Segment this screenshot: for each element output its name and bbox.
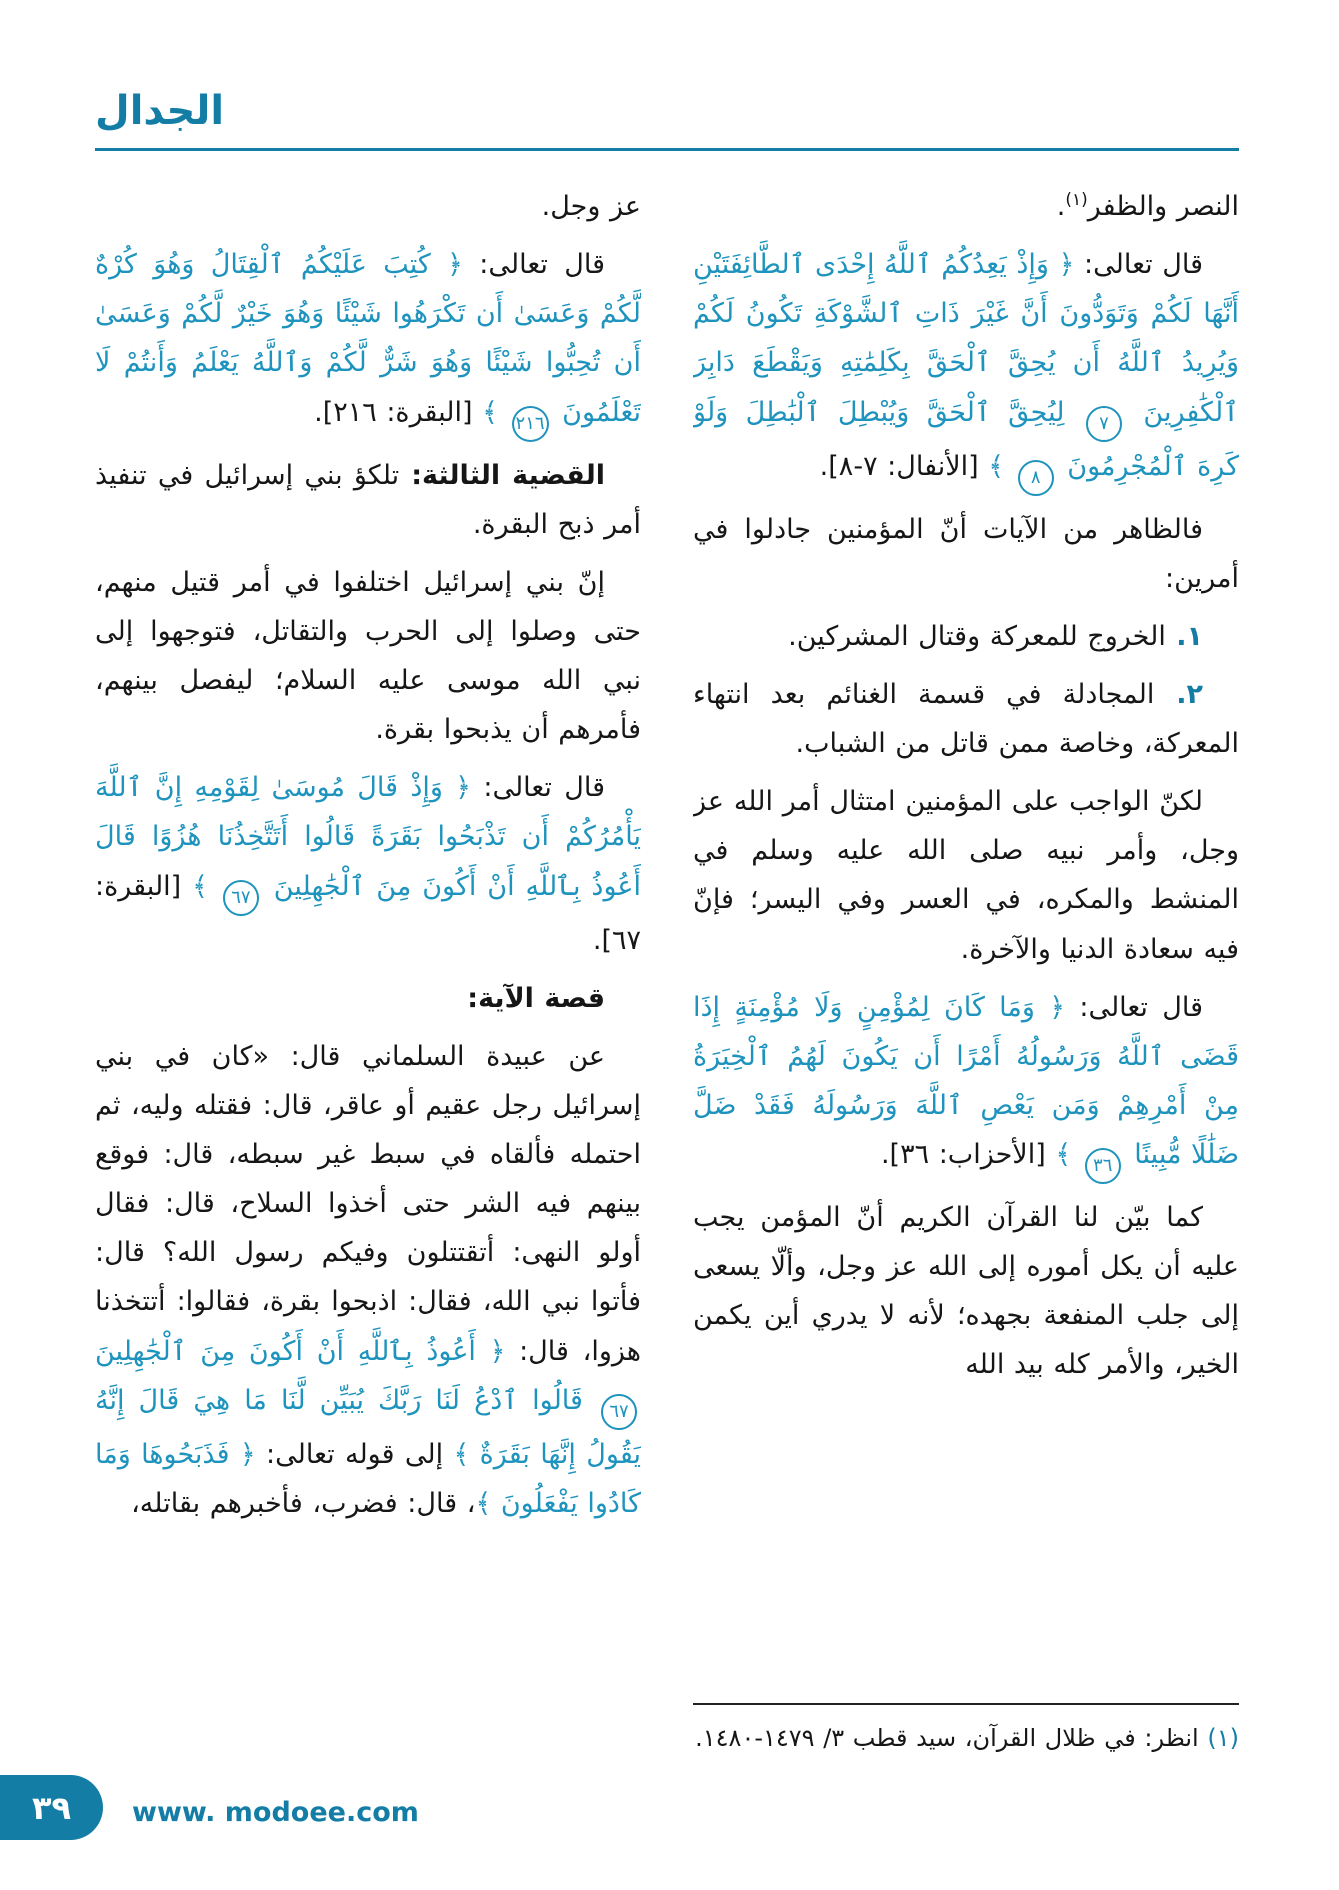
- quran-verse-segment: ﴾: [1055, 1139, 1081, 1170]
- quran-verse-segment: ﴿ كُتِبَ عَلَيْكُمُ ٱلْقِتَالُ وَهُوَ كُرْهٌ لَّكُمْ وَعَسَىٰ أَن تَكْرَهُوا شَيْئًا وَهُوَ خَيْرٌ لَّكُمْ وَعَسَىٰ أَن تُحِبُّوا شَيْئًا وَهُوَ شَرٌّ لَّكُمْ وَٱللَّهُ يَعْلَمُ وَأَنتُمْ لَا تَعْلَمُونَ: [95, 249, 641, 428]
- text-segment: لكنّ الواجب على المؤمنين امتثال أمر الله عز وجل، وأمر نبيه صلى الله عليه وسلم في المنشط والمكره، في العسر وفي اليسر؛ فإنّ فيه سعادة الدنيا والآخرة.: [693, 786, 1239, 965]
- text-segment: قال تعالى:: [462, 249, 605, 281]
- para-third-issue: [95, 451, 641, 549]
- quran-verse-segment: ﴾: [192, 870, 219, 902]
- header-divider: [95, 148, 1239, 151]
- ayah-number-badge: ٢١٦: [512, 406, 549, 442]
- list-number: ٢.: [1154, 678, 1203, 710]
- text-segment: عن عبيدة السلماني قال: «كان في بني إسرائيل رجل عقيم أو عاقر، قال: فقتله وليه، ثم احتمله فألقاه في سبط غير سبطه، قال: فوقع بينهم فيه الشر حتى أخذوا السلاح، قال: فقال أولو النهى: أتقتتلون وفيكم رسول الله؟ قال: فأتوا نبي الله، فقال: اذبحوا بقرة، فقالوا: أتتخذنا هزوا، قال:: [95, 1040, 641, 1367]
- page-number-tab: [0, 1775, 103, 1840]
- text-segment: إلى قوله تعالى:: [255, 1438, 454, 1470]
- para-verse-baqarah-216: [95, 240, 641, 441]
- para-verse-baqarah-67: [95, 763, 641, 964]
- footnote-divider: [693, 1703, 1239, 1705]
- page-number: ٣٩: [31, 1788, 72, 1827]
- quran-verse-segment: ﴾: [482, 396, 508, 428]
- website-link[interactable]: www. modoee.com: [132, 1797, 419, 1828]
- text-segment: قال تعالى:: [471, 772, 605, 804]
- column-left: [95, 182, 641, 1760]
- ayah-number-badge: ٦٧: [601, 1394, 637, 1430]
- quran-verse-segment: ﴿ وَمَا كَانَ لِمُؤْمِنٍ وَلَا مُؤْمِنَةٍ إِذَا قَضَى ٱللَّهُ وَرَسُولُهُ أَمْرًا أَن يَكُونَ لَهُمُ ٱلْخِيَرَةُ مِنْ أَمْرِهِمْ وَمَن يَعْصِ ٱللَّهَ وَرَسُولَهُ فَقَدْ ضَلَّ ضَلَٰلًا مُّبِينًا: [693, 991, 1239, 1170]
- quran-verse-segment: ﴿ وَإِذْ يَعِدُكُمُ ٱللَّهُ إِحْدَى ٱلطَّائِفَتَيْنِ أَنَّهَا لَكُمْ وَتَوَدُّونَ أَنَّ غَيْرَ ذَاتِ ٱلشَّوْكَةِ تَكُونُ لَكُمْ وَيُرِيدُ ٱللَّهُ أَن يُحِقَّ ٱلْحَقَّ بِكَلِمَٰتِهِ وَيَقْطَعَ دَابِرَ ٱلْكَٰفِرِينَ: [693, 249, 1239, 428]
- text-segment: [الأحزاب: ٣٦].: [880, 1139, 1056, 1170]
- text-segment: عز وجل.: [541, 191, 641, 222]
- text-segment: الخروج للمعركة وقتال المشركين.: [788, 620, 1166, 652]
- text-segment: انظر: في ظلال القرآن، سيد قطب ٣/ ١٤٧٩-١٤٨٠.: [695, 1723, 1199, 1752]
- list-number: ١.: [1165, 620, 1203, 652]
- para-verse-anfal: [693, 240, 1239, 495]
- ayah-number-badge: ٦٧: [223, 880, 259, 916]
- text-segment: قصة الآية:: [467, 982, 605, 1014]
- para-azza-wajal: [95, 182, 641, 231]
- text-segment: قال تعالى:: [1074, 249, 1204, 281]
- text-segment: فالظاهر من الآيات أنّ المؤمنين جادلوا في أمرين:: [693, 513, 1239, 594]
- text-segment: المجادلة في قسمة الغنائم بعد انتهاء المعركة، وخاصة ممن قاتل من الشباب.: [693, 678, 1239, 759]
- quran-verse-segment: ﴿ أَعُوذُ بِٱللَّهِ أَنْ أَكُونَ مِنَ ٱلْجَٰهِلِينَ: [95, 1335, 506, 1367]
- para-apparent-from-verses: [693, 505, 1239, 603]
- text-segment: [البقرة: ٢١٦].: [314, 396, 483, 428]
- quran-verse-segment: ﴿ وَإِذْ قَالَ مُوسَىٰ لِقَوْمِهِ إِنَّ ٱللَّهَ يَأْمُرُكُمْ أَن تَذْبَحُوا بَقَرَةً قَالُوا أَتَتَّخِذُنَا هُزُوًا قَالَ أَعُوذُ بِٱللَّهِ أَنْ أَكُونَ مِنَ ٱلْجَٰهِلِينَ: [95, 772, 641, 902]
- quran-verse-segment: قَالُوا ٱدْعُ لَنَا رَبَّكَ يُبَيِّن لَّنَا مَا هِيَ قَالَ إِنَّهُ يَقُولُ إِنَّهَا بَقَرَةٌ ﴾: [95, 1384, 641, 1470]
- text-segment: كما بيّن لنا القرآن الكريم أنّ المؤمن يجب عليه أن يكل أموره إلى الله عز وجل، وألّا يسعى إلى جلب المنفعة بجهده؛ لأنه لا يدري أين يكمن الخير، والأمر كله بيد الله: [693, 1202, 1239, 1381]
- quran-verse-segment: ﴿ فَذَبَحُوهَا وَمَا كَادُوا يَفْعَلُونَ ﴾: [95, 1438, 641, 1519]
- quran-verse-segment: لِيُحِقَّ ٱلْحَقَّ وَيُبْطِلَ ٱلْبَٰطِلَ وَلَوْ كَرِهَ ٱلْمُجْرِمُونَ: [693, 396, 1239, 482]
- text-segment: [البقرة: ٦٧].: [95, 870, 641, 956]
- para-believers-duty: [693, 777, 1239, 974]
- list-item-1: [693, 612, 1239, 661]
- para-quran-teaches: [693, 1193, 1239, 1390]
- ayah-number-badge: ٣٦: [1085, 1148, 1121, 1184]
- para-story-narration: [95, 1032, 641, 1528]
- quran-verse-segment: ﴾: [988, 450, 1014, 482]
- para-victory: [693, 182, 1239, 231]
- ayah-number-badge: ٧: [1086, 406, 1122, 442]
- text-segment: [الأنفال: ٧-٨].: [819, 450, 989, 482]
- para-israel-dispute: [95, 558, 641, 755]
- text-segment: النصر والظفر: [1087, 191, 1239, 222]
- footnote-area: [693, 1703, 1239, 1760]
- ayah-number-badge: ٨: [1018, 460, 1054, 496]
- para-verse-ahzab: [693, 983, 1239, 1184]
- heading-story-of-verse: [95, 974, 641, 1023]
- text-segment: إنّ بني إسرائيل اختلفوا في أمر قتيل منهم، حتى وصلوا إلى الحرب والتقاتل، فتوجهوا إلى نبي الله موسى عليه السلام؛ ليفصل بينهم، فأمرهم أن يذبحوا بقرة.: [95, 566, 641, 746]
- footnote: [693, 1717, 1239, 1760]
- column-right: [693, 182, 1239, 1760]
- chapter-title: الجدال: [95, 88, 225, 134]
- footnote-reference-marker: (١): [1065, 190, 1088, 210]
- text-segment: قال تعالى:: [1065, 991, 1203, 1023]
- list-item-2: [693, 670, 1239, 768]
- footnote-number: (١): [1198, 1723, 1239, 1752]
- page-content: [95, 182, 1239, 1760]
- text-segment: تلكؤ بني إسرائيل في تنفيذ أمر ذبح البقرة.: [95, 459, 641, 540]
- text-segment: .: [1056, 191, 1066, 222]
- text-segment: ، قال: فضرب، فأخبرهم بقاتله،: [131, 1487, 476, 1519]
- text-segment: القضية الثالثة:: [399, 459, 605, 491]
